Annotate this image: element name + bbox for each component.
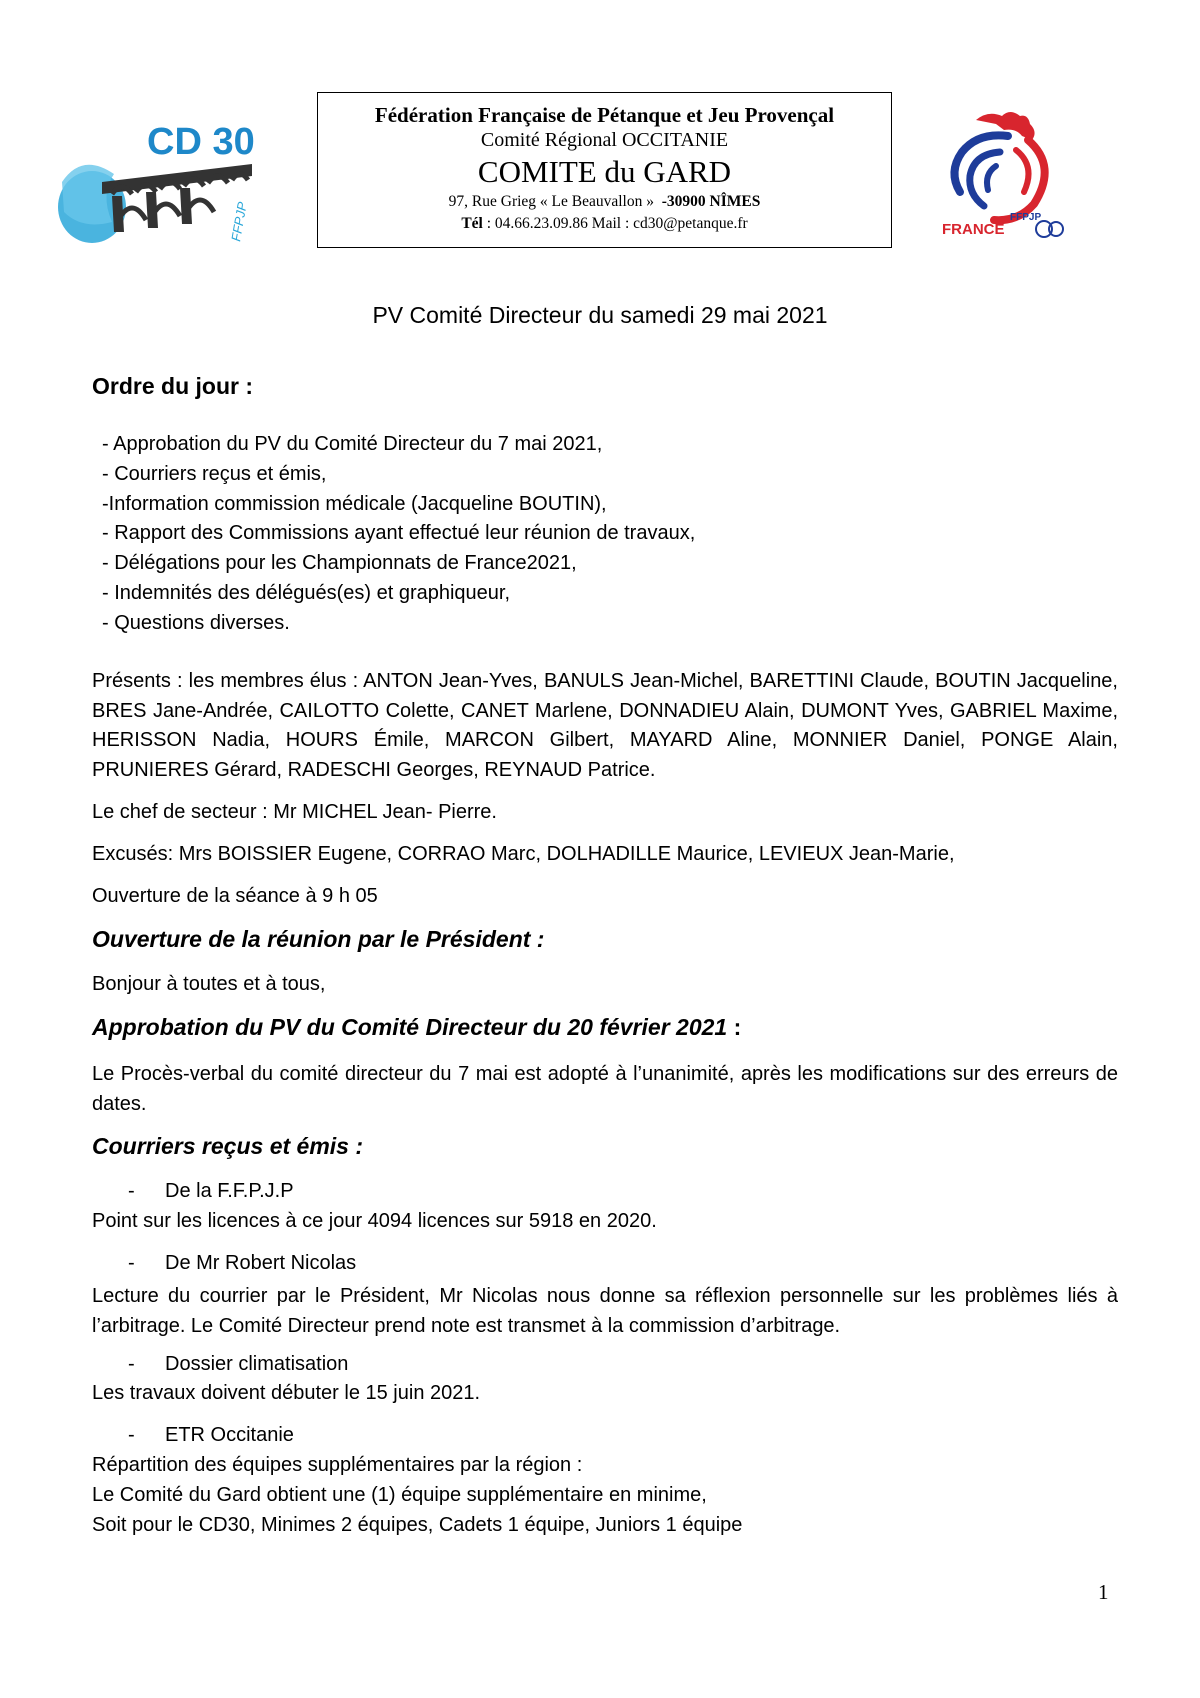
agenda-item: - Indemnités des délégués(es) et graphiqueur,	[102, 581, 511, 604]
address-city: -30900 NÎMES	[661, 193, 761, 210]
mail-item-title	[128, 1353, 348, 1376]
bullet-dash: -	[128, 1180, 135, 1202]
agenda-item: - Approbation du PV du Comité Directeur du 7 mai 2021,	[102, 433, 603, 455]
federation-name: Fédération Française de Pétanque et Jeu Provençal	[374, 103, 835, 127]
bullet-dash: -	[128, 1353, 135, 1375]
mail-item-text: Les travaux doivent débuter le 15 juin 2021.	[92, 1382, 481, 1404]
mail-item-text: Répartition des équipes supplémentaires par la région :	[92, 1454, 583, 1476]
bullet-dash: -	[128, 1424, 135, 1446]
logo-cd30-text: CD 30	[147, 121, 255, 163]
section-heading-approval	[92, 1014, 741, 1041]
bullet-dash: -	[128, 1252, 135, 1274]
logo-ffpjp-small: FFPJP	[1010, 212, 1042, 223]
mail-item-text: Soit pour le CD30, Minimes 2 équipes, Cadets 1 équipe, Juniors 1 équipe	[92, 1514, 743, 1536]
approval-text: Le Procès-verbal du comité directeur du 7 mai est adopté à l’unanimité, après les modifications sur des erreurs de dates.	[92, 1063, 1118, 1115]
contact	[318, 213, 891, 235]
section-heading-mail: Courriers reçus et émis :	[92, 1133, 364, 1159]
opening-text: Bonjour à toutes et à tous,	[92, 973, 326, 995]
agenda-heading: Ordre du jour :	[92, 373, 253, 399]
header-box	[317, 92, 892, 248]
mail-item-text: Point sur les licences à ce jour 4094 licences sur 5918 en 2020.	[92, 1210, 657, 1232]
committee-name: COMITE du GARD	[477, 154, 732, 189]
agenda-item: - Courriers reçus et émis,	[102, 462, 327, 485]
ffpjp-france-logo	[938, 106, 1078, 246]
session-opening-time: Ouverture de la séance à 9 h 05	[92, 885, 378, 907]
mail-item-title	[128, 1424, 294, 1447]
logo-ffpjp-text: FFPJP	[228, 200, 250, 243]
mail-item-title	[128, 1252, 356, 1275]
regional-committee: Comité Régional OCCITANIE	[480, 129, 729, 151]
address	[318, 191, 891, 213]
mail-item-label: De Mr Robert Nicolas	[165, 1252, 357, 1274]
sector-chief: Le chef de secteur : Mr MICHEL Jean- Pierre.	[92, 801, 497, 823]
mail-item-text: Lecture du courrier par le Président, Mr Nicolas nous donne sa réflexion personnelle sur les problèmes liés à l’arbitrage. Le Comité Directeur prend note est transmet à la commission d’arbitrage.	[92, 1285, 1118, 1337]
attendees-paragraph: Présents : les membres élus : ANTON Jean-Yves, BANULS Jean-Michel, BARETTINI Claude, BOUTIN Jacqueline, BRES Jane-Andrée, CAILOTTO Colette, CANET Marlene, DONNADIEU Alain, DUMONT Yves, GABRIEL Maxime, HERISSON Nadia, HOURS Émile, MARCON Gilbert, MAYARD Aline, MONNIER Daniel, PONGE Alain, PRUNIERES Gérard, RADESCHI Georges, REYNAUD Patrice.	[92, 670, 1118, 781]
document-title: PV Comité Directeur du samedi 29 mai 2021	[372, 302, 828, 328]
excused-list: Excusés: Mrs BOISSIER Eugene, CORRAO Marc, DOLHADILLE Maurice, LEVIEUX Jean-Marie,	[92, 843, 955, 865]
section-heading-opening: Ouverture de la réunion par le Président :	[92, 926, 545, 952]
agenda-list	[102, 430, 695, 639]
cd30-logo	[52, 112, 272, 252]
agenda-item: - Rapport des Commissions ayant effectué leur réunion de travaux,	[102, 522, 696, 545]
mail-item-label: ETR Occitanie	[165, 1424, 294, 1446]
agenda-item: - Délégations pour les Championnats de France2021,	[102, 552, 577, 575]
mail-item-label: De la F.F.P.J.P	[165, 1180, 294, 1202]
logo-france-text: FRANCE	[942, 221, 1005, 238]
approval-heading-text: Approbation du PV du Comité Directeur du 20 février 2021	[92, 1014, 728, 1040]
address-street: 97, Rue Grieg « Le Beauvallon »	[448, 193, 654, 210]
mail-item-text: Le Comité du Gard obtient une (1) équipe supplémentaire en minime,	[92, 1484, 707, 1506]
mail-item-label: Dossier climatisation	[165, 1353, 349, 1375]
agenda-item: -Information commission médicale (Jacqueline BOUTIN),	[102, 492, 607, 515]
page-number: 1	[1098, 1580, 1109, 1604]
approval-heading-colon: :	[727, 1014, 742, 1040]
agenda-item: - Questions diverses.	[102, 611, 290, 634]
mail-item-title	[128, 1180, 294, 1203]
contact-details: : 04.66.23.09.86 Mail : cd30@petanque.fr	[482, 215, 748, 232]
tel-label: Tél	[461, 215, 483, 232]
